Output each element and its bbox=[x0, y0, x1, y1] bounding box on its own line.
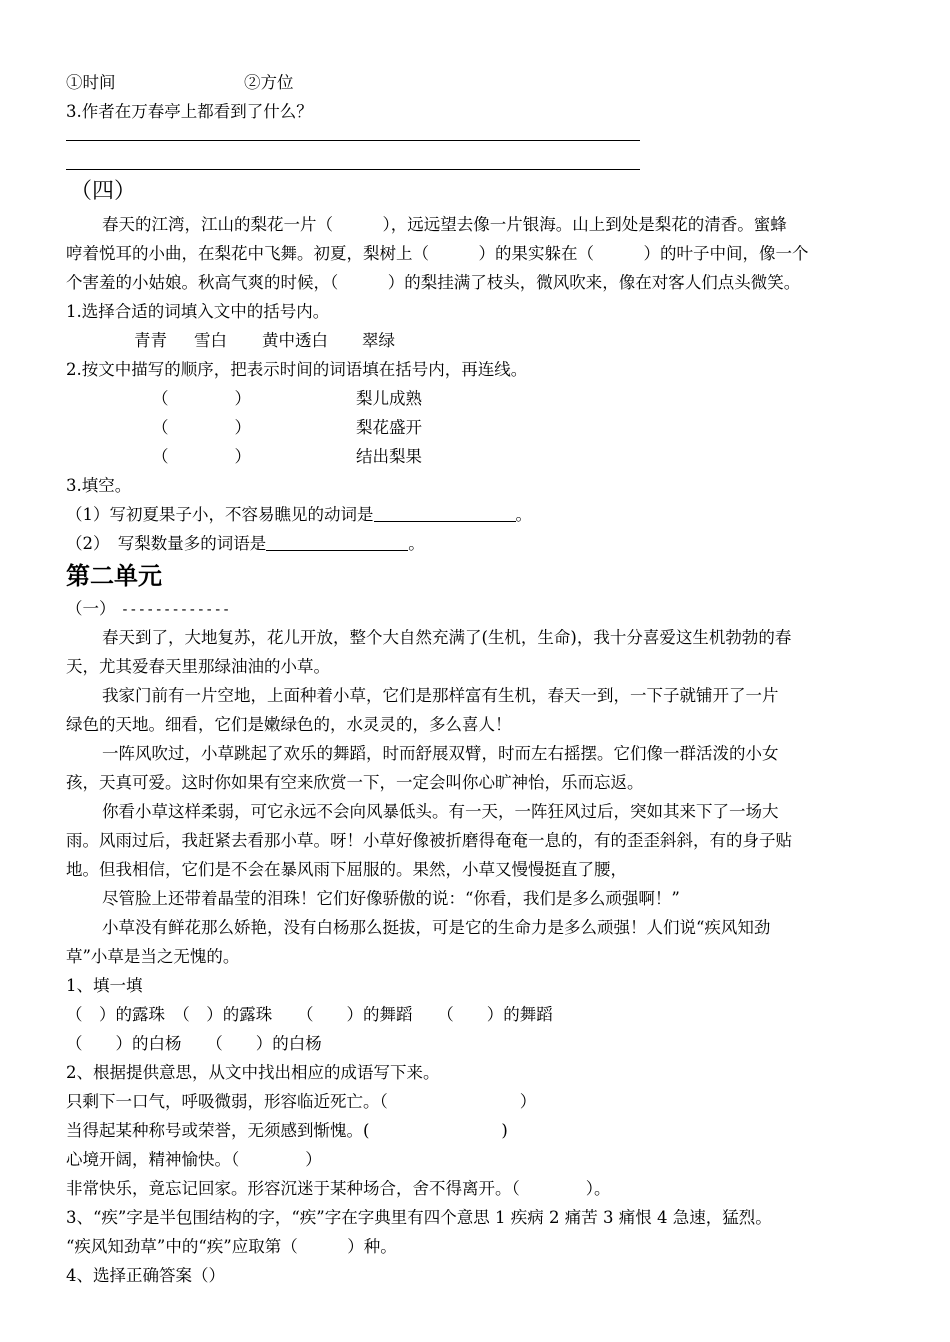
match-item: 结出梨果 bbox=[356, 447, 422, 466]
fill-item-2-end: 。 bbox=[408, 534, 425, 553]
passage-line: 我家门前有一片空地，上面种着小草，它们是那样富有生机，春天一到，一下子就铺开了一片 bbox=[102, 686, 779, 705]
s4-question-2: 2.按文中描写的顺序，把表示时间的词语填在括号内，再连线。 bbox=[66, 360, 528, 379]
question-line: （ ）的露珠 （ ）的露珠 （ ）的舞蹈 （ ）的舞蹈 bbox=[66, 1005, 553, 1024]
s4-paragraph-line-2: 哼着悦耳的小曲，在梨花中飞舞。初夏，梨树上（ ）的果实躲在（ ）的叶子中间，像一个 bbox=[66, 244, 809, 263]
s4-paragraph-line-3: 个害羞的小姑娘。秋高气爽的时候，（ ）的梨挂满了枝头，微风吹来，像在对客人们点头微笑。 bbox=[66, 273, 801, 292]
passage-line: 绿色的天地。细看，它们是嫩绿色的，水灵灵的，多么喜人！ bbox=[66, 715, 512, 734]
word-choice: 翠绿 bbox=[362, 331, 395, 350]
fill-item-1 bbox=[66, 500, 886, 529]
fill-blank bbox=[266, 532, 408, 551]
passage-line: 一阵风吹过，小草跳起了欢乐的舞蹈，时而舒展双臂，时而左右摇摆。它们像一群活泼的小女 bbox=[102, 744, 779, 763]
question-line: 2、根据提供意思，从文中找出相应的成语写下来。 bbox=[66, 1063, 440, 1082]
fill-item-2-text: （2） 写梨数量多的词语是 bbox=[66, 534, 267, 553]
passage-line: 尽管脸上还带着晶莹的泪珠！它们好像骄傲的说：“你看，我们是多么顽强啊！” bbox=[102, 889, 680, 908]
fill-blank bbox=[374, 503, 516, 522]
options-line bbox=[66, 68, 886, 97]
question-line: 1、填一填 bbox=[66, 976, 143, 995]
word-choice: 黄中透白 bbox=[262, 331, 328, 350]
passage-line: 天，尤其爱春天里那绿油油的小草。 bbox=[66, 657, 330, 676]
passage-line: 草”小草是当之无愧的。 bbox=[66, 947, 240, 966]
passage-line: 你看小草这样柔弱，可它永远不会向风暴低头。有一天，一阵狂风过后，突如其来下了一场大 bbox=[102, 802, 779, 821]
match-blank: （ ） bbox=[152, 418, 251, 437]
word-choice: 青青 bbox=[134, 331, 167, 350]
question-line: “疾风知劲草”中的“疾”应取第（ ）种。 bbox=[66, 1237, 397, 1256]
answer-line-2 bbox=[66, 169, 640, 170]
fill-item-2 bbox=[66, 529, 886, 558]
passage-line: 小草没有鲜花那么娇艳，没有白杨那么挺拔，可是它的生命力是多么顽强！人们说“疾风知劲 bbox=[102, 918, 771, 937]
s4-question-1: 1.选择合适的词填入文中的括号内。 bbox=[66, 302, 330, 321]
match-blank: （ ） bbox=[152, 389, 251, 408]
fill-item-1-end: 。 bbox=[515, 505, 532, 524]
match-item: 梨花盛开 bbox=[356, 418, 422, 437]
fill-item-1-text: （1）写初夏果子小，不容易瞧见的动词是 bbox=[66, 505, 374, 524]
question-line: 3、“疾”字是半包围结构的字，“疾”字在字典里有四个意思 1 疾病 2 痛苦 3 痛恨 4 急速，猛烈。 bbox=[66, 1208, 772, 1227]
passage-line: 地。但我相信，它们是不会在暴风雨下屈服的。果然，小草又慢慢挺直了腰， bbox=[66, 860, 627, 879]
subheading-label: （一） bbox=[66, 599, 116, 618]
unit-2-subheading bbox=[66, 594, 886, 623]
question-line: 非常快乐，竟忘记回家。形容沉迷于某种场合，舍不得离开。（ ）。 bbox=[66, 1179, 611, 1198]
question-line: 4、选择正确答案（） bbox=[66, 1266, 225, 1285]
unit-2-title: 第二单元 bbox=[66, 562, 162, 590]
subheading-dashes: ------------- bbox=[120, 602, 231, 618]
document-page bbox=[66, 68, 886, 1290]
option-direction: ②方位 bbox=[244, 73, 294, 92]
section-4-heading: （四） bbox=[70, 179, 137, 204]
passage-line: 雨。风雨过后，我赶紧去看那小草。呀！小草好像被折磨得奄奄一息的，有的歪歪斜斜，有的身子贴 bbox=[66, 831, 792, 850]
passage-line: 春天到了，大地复苏，花儿开放，整个大自然充满了(生机，生命)，我十分喜爱这生机勃勃的春 bbox=[102, 628, 792, 647]
s4-question-3: 3.填空。 bbox=[66, 476, 132, 495]
s4-paragraph-line-1: 春天的江湾，江山的梨花一片（ ），远远望去像一片银海。山上到处是梨花的清香。蜜蜂 bbox=[102, 215, 787, 234]
match-item: 梨儿成熟 bbox=[356, 389, 422, 408]
question-line: 只剩下一口气，呼吸微弱，形容临近死亡。（ ） bbox=[66, 1092, 537, 1111]
question-3: 3.作者在万春亭上都看到了什么？ bbox=[66, 102, 313, 121]
unit-2-passage bbox=[66, 623, 886, 971]
question-line: （ ）的白杨 （ ）的白杨 bbox=[66, 1034, 322, 1053]
option-time: ①时间 bbox=[66, 73, 116, 92]
word-choice: 雪白 bbox=[194, 331, 227, 350]
unit-2-questions bbox=[66, 971, 886, 1290]
match-row bbox=[66, 413, 886, 442]
question-line: 心境开阔，精神愉快。（ ） bbox=[66, 1150, 322, 1169]
passage-line: 孩，天真可爱。这时你如果有空来欣赏一下，一定会叫你心旷神怡，乐而忘返。 bbox=[66, 773, 644, 792]
match-row bbox=[66, 384, 886, 413]
answer-line-1 bbox=[66, 140, 640, 141]
match-row bbox=[66, 442, 886, 471]
match-blank: （ ） bbox=[152, 447, 251, 466]
question-line: 当得起某种称号或荣誉，无须感到惭愧。( ) bbox=[66, 1121, 508, 1140]
word-choices bbox=[66, 326, 886, 355]
